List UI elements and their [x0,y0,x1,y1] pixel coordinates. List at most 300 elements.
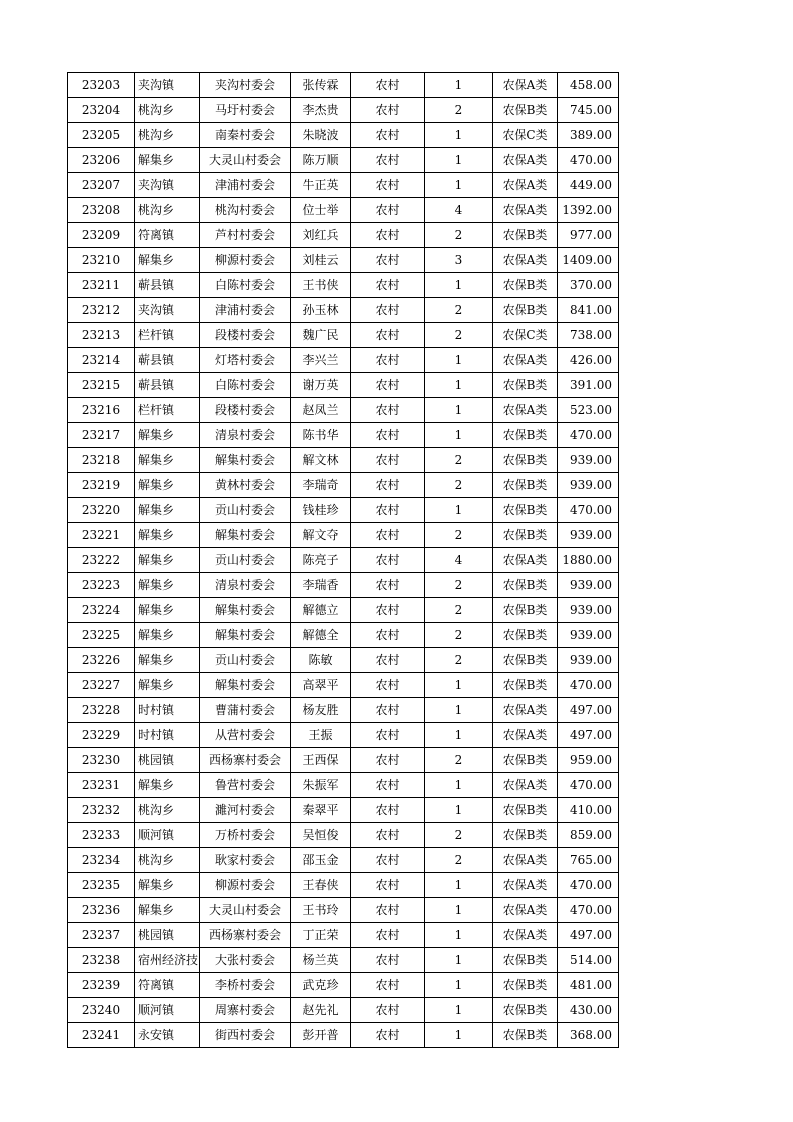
person-name-cell: 杨兰英 [291,948,351,973]
record-id-cell: 23237 [68,923,135,948]
area-type-cell: 农村 [351,348,425,373]
area-type-cell: 农村 [351,773,425,798]
person-name-cell: 解德立 [291,598,351,623]
area-type-cell: 农村 [351,423,425,448]
table-row [68,798,619,823]
person-name-cell: 魏广民 [291,323,351,348]
amount-cell: 470.00 [558,898,619,923]
village-committee-cell: 津浦村委会 [200,298,291,323]
amount-cell: 841.00 [558,298,619,323]
township-cell: 栏杆镇 [135,323,200,348]
area-type-cell: 农村 [351,873,425,898]
person-name-cell: 陈书华 [291,423,351,448]
person-name-cell: 牛正英 [291,173,351,198]
amount-cell: 1409.00 [558,248,619,273]
person-name-cell: 王书玲 [291,898,351,923]
insurance-category-cell: 农保A类 [493,348,558,373]
household-count-cell: 1 [425,173,493,198]
township-cell: 桃园镇 [135,923,200,948]
village-committee-cell: 大灵山村委会 [200,148,291,173]
household-count-cell: 2 [425,748,493,773]
area-type-cell: 农村 [351,648,425,673]
village-committee-cell: 鲁营村委会 [200,773,291,798]
insurance-category-cell: 农保B类 [493,673,558,698]
person-name-cell: 王书侠 [291,273,351,298]
area-type-cell: 农村 [351,373,425,398]
table-row [68,998,619,1023]
township-cell: 时村镇 [135,723,200,748]
township-cell: 解集乡 [135,898,200,923]
township-cell: 蕲县镇 [135,373,200,398]
area-type-cell: 农村 [351,848,425,873]
person-name-cell: 解文林 [291,448,351,473]
record-id-cell: 23236 [68,898,135,923]
household-count-cell: 1 [425,723,493,748]
area-type-cell: 农村 [351,448,425,473]
area-type-cell: 农村 [351,898,425,923]
record-id-cell: 23232 [68,798,135,823]
household-count-cell: 2 [425,623,493,648]
household-count-cell: 2 [425,523,493,548]
amount-cell: 391.00 [558,373,619,398]
table-row [68,873,619,898]
insurance-category-cell: 农保B类 [493,823,558,848]
township-cell: 解集乡 [135,423,200,448]
area-type-cell: 农村 [351,73,425,98]
village-committee-cell: 段楼村委会 [200,398,291,423]
area-type-cell: 农村 [351,498,425,523]
village-committee-cell: 夹沟村委会 [200,73,291,98]
insurance-category-cell: 农保B类 [493,223,558,248]
record-id-cell: 23204 [68,98,135,123]
area-type-cell: 农村 [351,173,425,198]
amount-cell: 389.00 [558,123,619,148]
record-id-cell: 23240 [68,998,135,1023]
person-name-cell: 王春侠 [291,873,351,898]
amount-cell: 939.00 [558,623,619,648]
amount-cell: 939.00 [558,523,619,548]
person-name-cell: 李杰贵 [291,98,351,123]
insurance-category-cell: 农保B类 [493,298,558,323]
township-cell: 符离镇 [135,973,200,998]
person-name-cell: 高翠平 [291,673,351,698]
amount-cell: 859.00 [558,823,619,848]
amount-cell: 1880.00 [558,548,619,573]
record-id-cell: 23212 [68,298,135,323]
village-committee-cell: 万桥村委会 [200,823,291,848]
amount-cell: 939.00 [558,448,619,473]
insurance-category-cell: 农保A类 [493,73,558,98]
insurance-category-cell: 农保A类 [493,248,558,273]
township-cell: 蕲县镇 [135,348,200,373]
area-type-cell: 农村 [351,748,425,773]
township-cell: 桃沟乡 [135,848,200,873]
household-count-cell: 2 [425,848,493,873]
township-cell: 解集乡 [135,548,200,573]
household-count-cell: 2 [425,448,493,473]
household-count-cell: 2 [425,598,493,623]
village-committee-cell: 李桥村委会 [200,973,291,998]
household-count-cell: 1 [425,273,493,298]
insurance-category-cell: 农保C类 [493,323,558,348]
township-cell: 符离镇 [135,223,200,248]
record-id-cell: 23211 [68,273,135,298]
person-name-cell: 刘红兵 [291,223,351,248]
insurance-category-cell: 农保B类 [493,573,558,598]
person-name-cell: 赵先礼 [291,998,351,1023]
amount-cell: 410.00 [558,798,619,823]
record-id-cell: 23215 [68,373,135,398]
record-id-cell: 23235 [68,873,135,898]
village-committee-cell: 解集村委会 [200,673,291,698]
township-cell: 桃园镇 [135,748,200,773]
area-type-cell: 农村 [351,1023,425,1048]
insurance-category-cell: 农保B类 [493,798,558,823]
person-name-cell: 孙玉林 [291,298,351,323]
household-count-cell: 1 [425,673,493,698]
village-committee-cell: 清泉村委会 [200,423,291,448]
village-committee-cell: 津浦村委会 [200,173,291,198]
amount-cell: 523.00 [558,398,619,423]
village-committee-cell: 柳源村委会 [200,873,291,898]
person-name-cell: 位士举 [291,198,351,223]
amount-cell: 514.00 [558,948,619,973]
village-committee-cell: 贡山村委会 [200,648,291,673]
person-name-cell: 朱晓波 [291,123,351,148]
insurance-category-cell: 农保A类 [493,923,558,948]
amount-cell: 470.00 [558,673,619,698]
village-committee-cell: 濉河村委会 [200,798,291,823]
township-cell: 解集乡 [135,448,200,473]
household-count-cell: 2 [425,298,493,323]
table-body [68,73,619,1048]
area-type-cell: 农村 [351,298,425,323]
area-type-cell: 农村 [351,323,425,348]
table-row [68,698,619,723]
record-id-cell: 23231 [68,773,135,798]
insurance-category-cell: 农保A类 [493,148,558,173]
table-row [68,523,619,548]
data-table [67,72,619,1048]
table-row [68,723,619,748]
person-name-cell: 钱桂珍 [291,498,351,523]
household-count-cell: 1 [425,498,493,523]
household-count-cell: 4 [425,548,493,573]
person-name-cell: 解德全 [291,623,351,648]
household-count-cell: 1 [425,873,493,898]
table-row [68,298,619,323]
area-type-cell: 农村 [351,273,425,298]
record-id-cell: 23203 [68,73,135,98]
township-cell: 解集乡 [135,673,200,698]
table-row [68,273,619,298]
person-name-cell: 陈万顺 [291,148,351,173]
village-committee-cell: 南秦村委会 [200,123,291,148]
area-type-cell: 农村 [351,798,425,823]
township-cell: 解集乡 [135,148,200,173]
amount-cell: 449.00 [558,173,619,198]
insurance-category-cell: 农保B类 [493,498,558,523]
record-id-cell: 23239 [68,973,135,998]
household-count-cell: 3 [425,248,493,273]
household-count-cell: 2 [425,323,493,348]
insurance-category-cell: 农保A类 [493,698,558,723]
record-id-cell: 23218 [68,448,135,473]
record-id-cell: 23216 [68,398,135,423]
person-name-cell: 解文夺 [291,523,351,548]
person-name-cell: 彭开普 [291,1023,351,1048]
township-cell: 夹沟镇 [135,173,200,198]
household-count-cell: 1 [425,698,493,723]
area-type-cell: 农村 [351,548,425,573]
village-committee-cell: 解集村委会 [200,523,291,548]
record-id-cell: 23224 [68,598,135,623]
person-name-cell: 李兴兰 [291,348,351,373]
person-name-cell: 王西保 [291,748,351,773]
table-row [68,123,619,148]
household-count-cell: 2 [425,648,493,673]
insurance-category-cell: 农保A类 [493,548,558,573]
record-id-cell: 23210 [68,248,135,273]
insurance-category-cell: 农保A类 [493,898,558,923]
amount-cell: 426.00 [558,348,619,373]
household-count-cell: 1 [425,423,493,448]
village-committee-cell: 西杨寨村委会 [200,748,291,773]
record-id-cell: 23228 [68,698,135,723]
household-count-cell: 1 [425,998,493,1023]
village-committee-cell: 曹蒲村委会 [200,698,291,723]
insurance-category-cell: 农保B类 [493,273,558,298]
person-name-cell: 武克珍 [291,973,351,998]
village-committee-cell: 解集村委会 [200,448,291,473]
township-cell: 夹沟镇 [135,73,200,98]
household-count-cell: 1 [425,773,493,798]
table-row [68,973,619,998]
amount-cell: 939.00 [558,598,619,623]
area-type-cell: 农村 [351,248,425,273]
person-name-cell: 吴恒俊 [291,823,351,848]
area-type-cell: 农村 [351,698,425,723]
record-id-cell: 23208 [68,198,135,223]
amount-cell: 470.00 [558,773,619,798]
household-count-cell: 2 [425,573,493,598]
insurance-category-cell: 农保A类 [493,848,558,873]
township-cell: 时村镇 [135,698,200,723]
amount-cell: 738.00 [558,323,619,348]
person-name-cell: 张传霖 [291,73,351,98]
village-committee-cell: 段楼村委会 [200,323,291,348]
record-id-cell: 23220 [68,498,135,523]
village-committee-cell: 大灵山村委会 [200,898,291,923]
table-row [68,148,619,173]
household-count-cell: 1 [425,898,493,923]
area-type-cell: 农村 [351,948,425,973]
village-committee-cell: 贡山村委会 [200,498,291,523]
household-count-cell: 2 [425,823,493,848]
insurance-category-cell: 农保B类 [493,448,558,473]
household-count-cell: 1 [425,923,493,948]
area-type-cell: 农村 [351,823,425,848]
area-type-cell: 农村 [351,673,425,698]
household-count-cell: 2 [425,223,493,248]
village-committee-cell: 解集村委会 [200,623,291,648]
record-id-cell: 23233 [68,823,135,848]
record-id-cell: 23227 [68,673,135,698]
person-name-cell: 刘桂云 [291,248,351,273]
township-cell: 解集乡 [135,773,200,798]
table-row [68,623,619,648]
table-row [68,573,619,598]
area-type-cell: 农村 [351,98,425,123]
township-cell: 解集乡 [135,523,200,548]
table-row [68,348,619,373]
person-name-cell: 杨友胜 [291,698,351,723]
table-row [68,198,619,223]
amount-cell: 470.00 [558,498,619,523]
insurance-category-cell: 农保B类 [493,523,558,548]
insurance-category-cell: 农保A类 [493,198,558,223]
record-id-cell: 23230 [68,748,135,773]
table-row [68,848,619,873]
insurance-category-cell: 农保B类 [493,998,558,1023]
table-row [68,648,619,673]
amount-cell: 470.00 [558,423,619,448]
insurance-category-cell: 农保B类 [493,948,558,973]
township-cell: 解集乡 [135,648,200,673]
table-row [68,73,619,98]
amount-cell: 370.00 [558,273,619,298]
township-cell: 解集乡 [135,598,200,623]
person-name-cell: 朱振军 [291,773,351,798]
area-type-cell: 农村 [351,623,425,648]
household-count-cell: 1 [425,348,493,373]
insurance-category-cell: 农保A类 [493,723,558,748]
amount-cell: 765.00 [558,848,619,873]
village-committee-cell: 周寨村委会 [200,998,291,1023]
village-committee-cell: 灯塔村委会 [200,348,291,373]
table-row [68,673,619,698]
person-name-cell: 王振 [291,723,351,748]
table-row [68,173,619,198]
household-count-cell: 1 [425,1023,493,1048]
amount-cell: 470.00 [558,148,619,173]
amount-cell: 939.00 [558,473,619,498]
table-row [68,598,619,623]
amount-cell: 368.00 [558,1023,619,1048]
area-type-cell: 农村 [351,223,425,248]
amount-cell: 745.00 [558,98,619,123]
insurance-category-cell: 农保A类 [493,173,558,198]
village-committee-cell: 桃沟村委会 [200,198,291,223]
village-committee-cell: 大张村委会 [200,948,291,973]
household-count-cell: 1 [425,398,493,423]
amount-cell: 939.00 [558,648,619,673]
insurance-category-cell: 农保A类 [493,873,558,898]
area-type-cell: 农村 [351,598,425,623]
table-row [68,448,619,473]
insurance-category-cell: 农保B类 [493,373,558,398]
table-row [68,223,619,248]
township-cell: 顺河镇 [135,823,200,848]
household-count-cell: 1 [425,123,493,148]
person-name-cell: 李瑞奇 [291,473,351,498]
township-cell: 解集乡 [135,623,200,648]
person-name-cell: 李瑞香 [291,573,351,598]
amount-cell: 430.00 [558,998,619,1023]
person-name-cell: 邵玉金 [291,848,351,873]
table-row [68,748,619,773]
area-type-cell: 农村 [351,198,425,223]
record-id-cell: 23207 [68,173,135,198]
person-name-cell: 丁正荣 [291,923,351,948]
table-row [68,398,619,423]
record-id-cell: 23226 [68,648,135,673]
table-row [68,548,619,573]
record-id-cell: 23209 [68,223,135,248]
village-committee-cell: 芦村村委会 [200,223,291,248]
record-id-cell: 23234 [68,848,135,873]
township-cell: 解集乡 [135,873,200,898]
record-id-cell: 23229 [68,723,135,748]
person-name-cell: 秦翠平 [291,798,351,823]
insurance-category-cell: 农保B类 [493,648,558,673]
table-row [68,823,619,848]
person-name-cell: 陈敏 [291,648,351,673]
record-id-cell: 23206 [68,148,135,173]
record-id-cell: 23241 [68,1023,135,1048]
township-cell: 夹沟镇 [135,298,200,323]
area-type-cell: 农村 [351,148,425,173]
area-type-cell: 农村 [351,473,425,498]
person-name-cell: 陈亮子 [291,548,351,573]
table-row [68,98,619,123]
area-type-cell: 农村 [351,398,425,423]
township-cell: 桃沟乡 [135,98,200,123]
household-count-cell: 1 [425,973,493,998]
insurance-category-cell: 农保B类 [493,748,558,773]
amount-cell: 959.00 [558,748,619,773]
amount-cell: 939.00 [558,573,619,598]
amount-cell: 458.00 [558,73,619,98]
area-type-cell: 农村 [351,523,425,548]
household-count-cell: 1 [425,948,493,973]
insurance-category-cell: 农保B类 [493,973,558,998]
table-row [68,898,619,923]
person-name-cell: 赵凤兰 [291,398,351,423]
area-type-cell: 农村 [351,723,425,748]
amount-cell: 470.00 [558,873,619,898]
record-id-cell: 23219 [68,473,135,498]
township-cell: 栏杆镇 [135,398,200,423]
insurance-category-cell: 农保B类 [493,423,558,448]
household-count-cell: 2 [425,473,493,498]
person-name-cell: 谢万英 [291,373,351,398]
township-cell: 宿州经济技 [135,948,200,973]
area-type-cell: 农村 [351,923,425,948]
township-cell: 顺河镇 [135,998,200,1023]
village-committee-cell: 柳源村委会 [200,248,291,273]
insurance-category-cell: 农保B类 [493,1023,558,1048]
table-row [68,323,619,348]
township-cell: 桃沟乡 [135,123,200,148]
village-committee-cell: 从营村委会 [200,723,291,748]
record-id-cell: 23213 [68,323,135,348]
record-id-cell: 23225 [68,623,135,648]
township-cell: 解集乡 [135,473,200,498]
amount-cell: 481.00 [558,973,619,998]
amount-cell: 977.00 [558,223,619,248]
insurance-category-cell: 农保A类 [493,398,558,423]
